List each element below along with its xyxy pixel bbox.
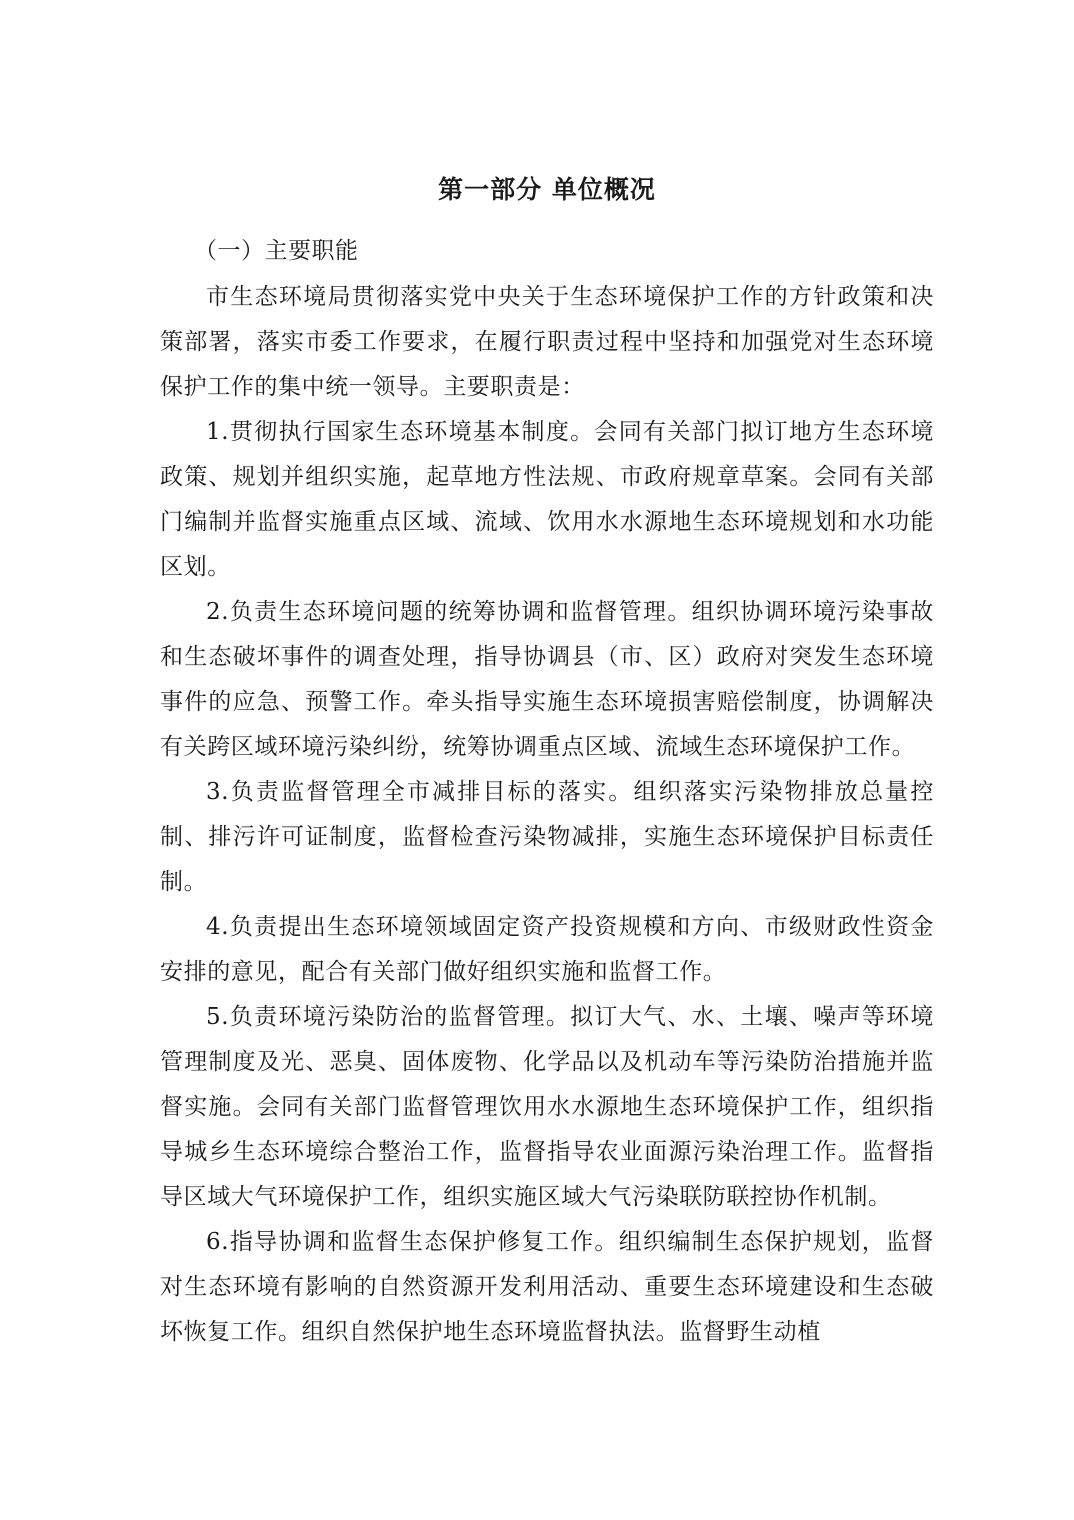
paragraph-3: 2.负责生态环境问题的统筹协调和监督管理。组织协调环境污染事故和生态破坏事件的调查处理，指导协调县（市、区）政府对突发生态环境事件的应急、预警工作。牵头指导实施生态环境损害赔偿制度，协调解决有关跨区域环境污染纠纷，统筹协调重点区域、流域生态环境保护工作。 <box>160 599 934 760</box>
page-title: 第一部分 单位概况 <box>438 175 656 204</box>
paragraph-1: 市生态环境局贯彻落实党中央关于生态环境保护工作的方针政策和决策部署，落实市委工作要求，在履行职责过程中坚持和加强党对生态环境保护工作的集中统一领导。主要职责是： <box>160 284 934 400</box>
section-heading: （一）主要职能 <box>194 238 359 264</box>
document-body <box>160 275 934 1355</box>
paragraph-2: 1.贯彻执行国家生态环境基本制度。会同有关部门拟订地方生态环境政策、规划并组织实施，起草地方性法规、市政府规章草案。会同有关部门编制并监督实施重点区域、流域、饮用水水源地生态环境规划和水功能区划。 <box>160 419 934 580</box>
paragraph-5: 4.负责提出生态环境领域固定资产投资规模和方向、市级财政性资金安排的意见，配合有关部门做好组织实施和监督工作。 <box>160 914 934 985</box>
paragraph-6: 5.负责环境污染防治的监督管理。拟订大气、水、土壤、噪声等环境管理制度及光、恶臭、固体废物、化学品以及机动车等污染防治措施并监督实施。会同有关部门监督管理饮用水水源地生态环境保护工作，组织指导城乡生态环境综合整治工作，监督指导农业面源污染治理工作。监督指导区域大气环境保护工作，组织实施区域大气污染联防联控协作机制。 <box>160 1004 934 1210</box>
paragraph-4: 3.负责监督管理全市减排目标的落实。组织落实污染物排放总量控制、排污许可证制度，监督检查污染物减排，实施生态环境保护目标责任制。 <box>160 779 934 895</box>
paragraph-7: 6.指导协调和监督生态保护修复工作。组织编制生态保护规划，监督对生态环境有影响的自然资源开发利用活动、重要生态环境建设和生态破坏恢复工作。组织自然保护地生态环境监督执法。监督野生动植 <box>160 1229 934 1345</box>
